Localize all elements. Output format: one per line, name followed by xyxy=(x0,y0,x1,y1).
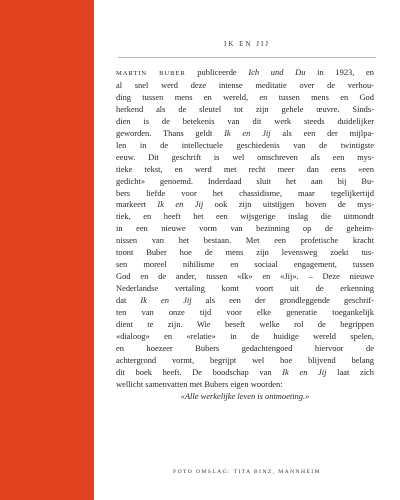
text-run: God en de ander, tussen «Ik» en «Jij». – Deze nieuwe xyxy=(116,271,374,282)
italic-title: Ik en Jij xyxy=(224,127,271,138)
blurb-line xyxy=(116,199,374,211)
author-name: MARTIN BUBER xyxy=(116,70,186,77)
italic-title: Ich und Du xyxy=(248,67,306,77)
blurb-line xyxy=(116,235,374,247)
cover-spine-red xyxy=(0,0,94,500)
text-run: ding tussen mens en wereld, en tussen mens en God xyxy=(116,91,374,102)
blurb-line xyxy=(116,343,374,355)
text-run: achtergrond vormt, begrijpt wel hoe blijvend belang xyxy=(116,354,374,365)
blurb-line xyxy=(116,331,374,343)
book-title-header: IK EN JIJ xyxy=(224,40,270,48)
blurb-line xyxy=(116,140,374,152)
italic-title: Ik en Jij xyxy=(282,366,327,377)
blurb-line xyxy=(116,259,374,271)
text-run: tieke tekst, en werd met recht meer dan eens «een xyxy=(116,163,374,174)
blurb-line xyxy=(116,164,374,176)
text-run: sen moreel nihilisme en sociaal engagement, tussen xyxy=(116,259,374,270)
blurb-line xyxy=(116,379,374,391)
text-run: als een der grondleggende geschrif- xyxy=(191,295,374,306)
text-run: in 1923, en xyxy=(305,67,375,77)
text-run: markeert xyxy=(116,199,158,210)
blurb-line xyxy=(116,152,374,164)
text-run: bers liefde voor het chassidisme, maar tegelijkertijd xyxy=(116,187,374,198)
text-run: gedicht» genoemd. Inderdaad sluit het aan bij Bu- xyxy=(116,175,374,186)
blurb-line xyxy=(116,391,374,403)
blurb-line xyxy=(116,319,374,331)
blurb-line xyxy=(116,223,374,235)
blurb-line xyxy=(116,247,374,259)
blurb-line xyxy=(116,295,374,307)
italic-title: «Alle werkelijke leven is ontmoeting.» xyxy=(180,390,310,401)
blurb-line xyxy=(116,80,374,92)
blurb-line xyxy=(116,176,374,188)
text-run: herkend als de sleutel tot zijn gehele œuvre. Sinds- xyxy=(116,103,374,114)
text-run: in een nieuwe vorm van bezinning op de geheim- xyxy=(116,223,374,234)
text-run: wellicht samenvatten met Bubers eigen woorden: xyxy=(116,378,283,389)
blurb-line xyxy=(116,92,374,104)
text-run: dat xyxy=(116,295,141,306)
text-run: dit boek heeft. De boodschap van xyxy=(116,366,283,377)
back-cover-flap xyxy=(94,0,400,500)
blurb-line xyxy=(116,128,374,140)
text-run: laat zich xyxy=(326,366,375,377)
blurb-line xyxy=(116,355,374,367)
blurb-line xyxy=(116,211,374,223)
text-run: len in de intellectuele geschiedenis van de twintigste xyxy=(116,139,374,150)
text-run: publiceerde xyxy=(185,67,249,77)
text-run: en hoezeer Bubers gedachtengoed hiervoor de xyxy=(116,342,374,353)
italic-title: Ik en Jij xyxy=(157,199,204,210)
blurb-line xyxy=(116,283,374,295)
text-run: «dialoog» en «relatie» in de huidige wereld spelen, xyxy=(116,330,374,341)
text-run: tiek, en heeft het een wijsgerige inslag die uitmondt xyxy=(116,211,374,222)
text-run: dient te zijn. Wie beseft welke rol de begrippen xyxy=(116,319,374,330)
text-run: geworden. Thans geldt xyxy=(116,127,225,138)
italic-title: Ik en Jij xyxy=(140,295,192,306)
blurb-line xyxy=(116,116,374,128)
text-run: dien is de betekenis van dit werk steeds duidelijker xyxy=(116,115,374,126)
text-run: ten van onze tijd voor elke generatie toegankelijk xyxy=(116,307,374,318)
text-run: ook zijn uitstijgen boven de mys- xyxy=(203,199,375,210)
blurb-line xyxy=(116,367,374,379)
text-run: als een der mijlpa- xyxy=(270,127,375,138)
blurb-line xyxy=(116,104,374,116)
blurb-line xyxy=(116,271,374,283)
blurb-line xyxy=(116,307,374,319)
text-run: nissen van het bestaan. Met een profetische kracht xyxy=(116,235,374,246)
blurb-line xyxy=(116,188,374,200)
text-run: Nederlandse vertaling komt voort uit de erkenning xyxy=(116,283,374,294)
header-rule xyxy=(118,57,376,58)
text-run: toont Buber hoe de mens zijn levensweg zoekt tus- xyxy=(116,247,374,258)
blurb-text xyxy=(116,67,374,403)
blurb-line xyxy=(116,67,374,80)
photo-credit: FOTO OMSLAG: TITA BINZ, MANNHEIM xyxy=(173,469,321,475)
text-run: eeuw. Dit geschrift is wel omschreven als een mys- xyxy=(116,151,374,162)
text-run: al snel werd deze intense meditatie over de verhou- xyxy=(116,79,374,90)
